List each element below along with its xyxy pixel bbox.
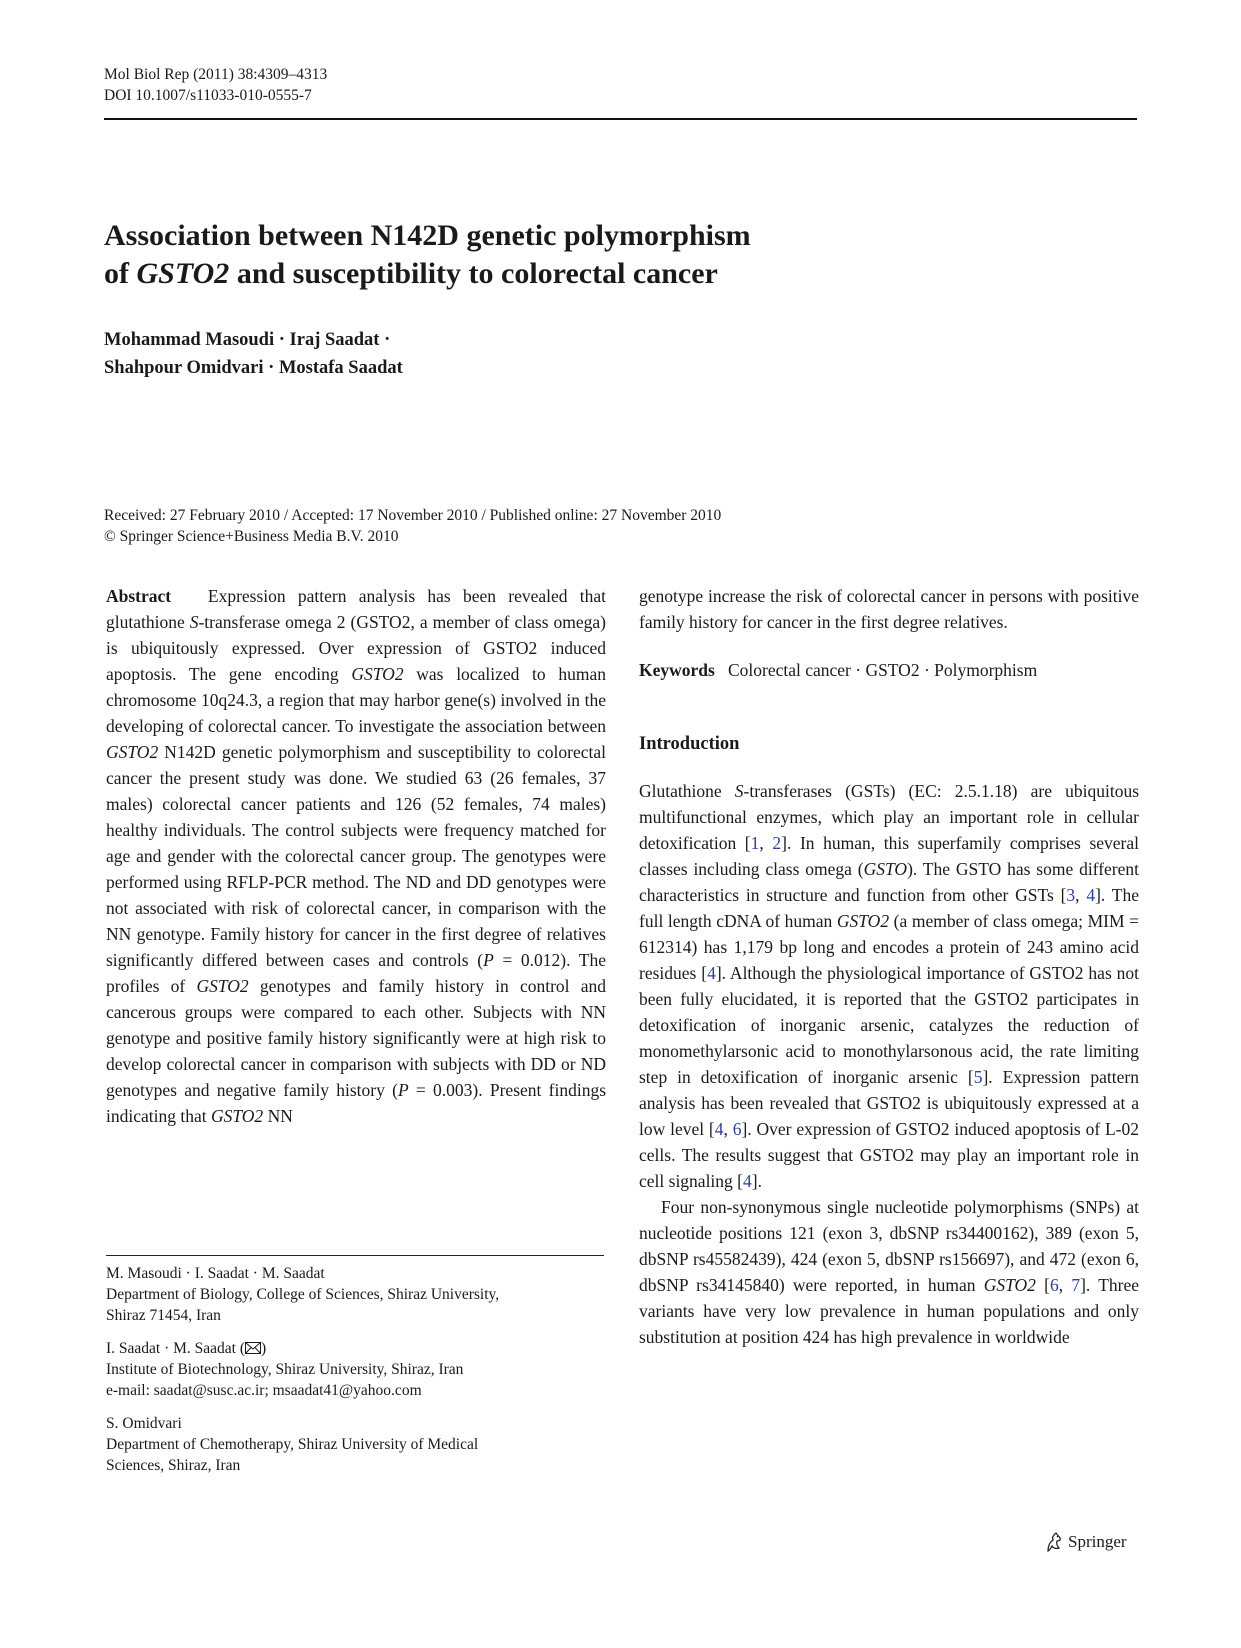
abstract-label: Abstract <box>106 586 172 606</box>
envelope-icon <box>245 1342 261 1354</box>
publisher-logo <box>1044 1531 1127 1553</box>
abstract-text: Expression pattern analysis has been revealed that glutathione <box>106 586 606 632</box>
citation-link[interactable]: 6 <box>1049 1275 1059 1295</box>
intro-text: -transferases (GSTs) (EC: 2.5.1.18) are ubiquitous multifunctional enzymes, which play an important role in cellular detoxification [ <box>639 781 1140 853</box>
abstract-italic: GSTO2 <box>210 1106 264 1126</box>
affiliation-block <box>106 1263 606 1326</box>
intro-text: [ <box>1035 1275 1050 1295</box>
paper-title <box>104 217 1004 293</box>
abstract-column <box>106 583 606 1129</box>
intro-text: , <box>1058 1275 1072 1295</box>
abstract-text: = 0.003). Present findings indicating that <box>106 1080 607 1126</box>
springer-horse-icon <box>1044 1531 1064 1553</box>
abstract-text: N142D genetic polymorphism and susceptibility to colorectal cancer the present study was done. We studied 63 (26 females, 37 males) colorectal cancer patients and 126 (52 females, 74 males) healthy individuals. The control subjects were frequency matched for age and gender with the colorectal cancer group. The genotypes were performed using RFLP-PCR method. The ND and DD genotypes were not associated with risk of colorectal cancer, in comparison with the NN genotype. Family history for cancer in the first degree of relatives significantly differed between cases and controls ( <box>106 742 606 970</box>
abstract-italic: P <box>397 1080 409 1100</box>
affiliation-line: Department of Biology, College of Sciences, Shiraz University, <box>106 1286 500 1303</box>
intro-text: (a member of class omega; MIM = 612314) has 1,179 bp long and encodes a protein of 243 amino acid residues [ <box>639 911 1139 983</box>
keywords-text: Colorectal cancer · GSTO2 · Polymorphism <box>727 660 1038 680</box>
affiliation-block <box>106 1338 606 1401</box>
title-line-1: Association between N142D genetic polymorphism <box>104 219 751 252</box>
intro-text: ]. Although the physiological importance of GSTO2 has not been fully elucidated, it is reported that the GSTO2 participates in detoxification of inorganic arsenic, catalyzes the reduction of monomethylarsonic acid to monothylarsonous acid, the rate limiting step in detoxification of inorganic arsenic [ <box>639 963 1139 1087</box>
affiliation-names <box>106 1338 606 1359</box>
journal-citation: Mol Biol Rep (2011) 38:4309–4313 <box>104 66 328 83</box>
intro-text: ]. <box>751 1171 762 1191</box>
intro-text: ]. The full length cDNA of human <box>639 885 1140 931</box>
introduction-paragraph-2 <box>639 1194 1139 1350</box>
affiliation-line: Sciences, Shiraz, Iran <box>106 1457 241 1474</box>
affiliation-line: Shiraz 71454, Iran <box>106 1307 221 1324</box>
abstract-text: -transferase omega 2 (GSTO2, a member of class omega) is ubiquitously expressed. Over expression of GSTO2 induced apoptosis. The gene encoding <box>106 612 606 684</box>
affiliations <box>106 1263 606 1488</box>
citation-link[interactable]: 5 <box>973 1067 983 1087</box>
abstract-continuation <box>639 583 1139 635</box>
intro-text: Glutathione <box>639 781 735 801</box>
authors-line-2: Shahpour Omidvari · Mostafa Saadat <box>104 358 403 378</box>
citation-link[interactable]: 4 <box>707 963 716 983</box>
affiliation-names-end: ) <box>261 1340 267 1357</box>
publisher-name: Springer <box>1068 1532 1127 1551</box>
keywords <box>639 657 1139 683</box>
citation-link[interactable]: 4 <box>714 1119 724 1139</box>
intro-text: ]. In human, this superfamily comprises several classes including class omega ( <box>639 833 1139 879</box>
footnote-rule <box>106 1255 604 1256</box>
intro-text: , <box>759 833 773 853</box>
abstract-text: NN <box>263 1106 293 1126</box>
affiliation-block <box>106 1413 606 1476</box>
citation-link[interactable]: 3 <box>1066 885 1076 905</box>
copyright-line: © Springer Science+Business Media B.V. 2010 <box>104 528 399 545</box>
intro-text: Four non-synonymous single nucleotide polymorphisms (SNPs) at nucleotide positions 121 (exon 3, dbSNP rs34400162), 389 (exon 5, dbSNP rs45582439), 424 (exon 5, dbSNP rs156697), and 472 (exon 6, dbSNP rs34145840) were reported, in human <box>639 1197 1139 1295</box>
journal-doi: DOI 10.1007/s11033-010-0555-7 <box>104 87 312 104</box>
dates-line: Received: 27 February 2010 / Accepted: 17 November 2010 / Published online: 27 November 2010 <box>104 507 722 524</box>
intro-text: ]. Over expression of GSTO2 induced apoptosis of L-02 cells. The results suggest that GSTO2 may play an important role in cell signaling [ <box>639 1119 1139 1191</box>
publication-dates <box>104 505 721 547</box>
authors-line-1: Mohammad Masoudi · Iraj Saadat · <box>104 330 391 350</box>
abstract-italic: P <box>483 950 494 970</box>
title-line-2-prefix: of <box>104 257 137 290</box>
author-list <box>104 326 403 382</box>
title-line-2 <box>104 255 1004 293</box>
intro-italic: GSTO2 <box>983 1275 1036 1295</box>
intro-italic: GSTO <box>863 859 908 879</box>
introduction-paragraph-1 <box>639 778 1139 1194</box>
citation-link[interactable]: 4 <box>743 1171 752 1191</box>
abstract-italic: GSTO2 <box>106 742 159 762</box>
intro-text: ). The GSTO has some different characteristics in structure and function from other GSTs [ <box>639 859 1139 905</box>
header-rule <box>104 118 1137 120</box>
title-line-2-suffix: and susceptibility to colorectal cancer <box>229 257 718 290</box>
affiliation-names: M. Masoudi · I. Saadat · M. Saadat <box>106 1265 325 1282</box>
affiliation-line: Department of Chemotherapy, Shiraz University of Medical <box>106 1436 479 1453</box>
intro-text: , <box>723 1119 733 1139</box>
abstract-text: was localized to human chromosome 10q24.3, a region that may harbor gene(s) involved in the developing of colorectal cancer. To investigate the association between <box>106 664 606 736</box>
abstract-italic: S <box>189 612 199 632</box>
intro-italic: S <box>734 781 744 801</box>
journal-header <box>104 64 327 106</box>
citation-link[interactable]: 4 <box>1086 885 1096 905</box>
intro-text: ]. Three variants have very low prevalence in human populations and only substitution at position 424 has high prevalence in worldwide <box>639 1275 1139 1347</box>
abstract-paragraph <box>106 583 606 1129</box>
citation-link[interactable]: 1 <box>750 833 760 853</box>
abstract-text: genotypes and family history in control and cancerous groups were compared to each other. Subjects with NN genotype and positive family history significantly were at high risk to develop colorectal cancer in comparison with subjects with DD or ND genotypes and negative family history ( <box>106 976 606 1100</box>
affiliation-line: Institute of Biotechnology, Shiraz University, Shiraz, Iran <box>106 1361 464 1378</box>
keywords-label: Keywords <box>639 660 715 680</box>
affiliation-names-text: I. Saadat · M. Saadat ( <box>106 1340 246 1357</box>
intro-text: , <box>1075 885 1087 905</box>
intro-italic: GSTO2 <box>836 911 890 931</box>
right-column <box>639 583 1139 1350</box>
introduction-heading: Introduction <box>639 734 740 754</box>
title-gene-name: GSTO2 <box>136 257 230 290</box>
citation-link[interactable]: 2 <box>772 833 782 853</box>
abstract-text: genotype increase the risk of colorectal cancer in persons with positive family history for cancer in the first degree relatives. <box>639 586 1139 632</box>
affiliation-names: S. Omidvari <box>106 1415 182 1432</box>
abstract-italic: GSTO2 <box>196 976 249 996</box>
abstract-text: = 0.012). The profiles of <box>106 950 607 996</box>
citation-link[interactable]: 7 <box>1071 1275 1081 1295</box>
citation-link[interactable]: 6 <box>732 1119 742 1139</box>
abstract-italic: GSTO2 <box>351 664 404 684</box>
affiliation-email[interactable]: e-mail: saadat@susc.ac.ir; msaadat41@yahoo.com <box>106 1382 422 1399</box>
intro-text: ]. Expression pattern analysis has been revealed that GSTO2 is ubiquitously expressed at a low level [ <box>639 1067 1139 1139</box>
